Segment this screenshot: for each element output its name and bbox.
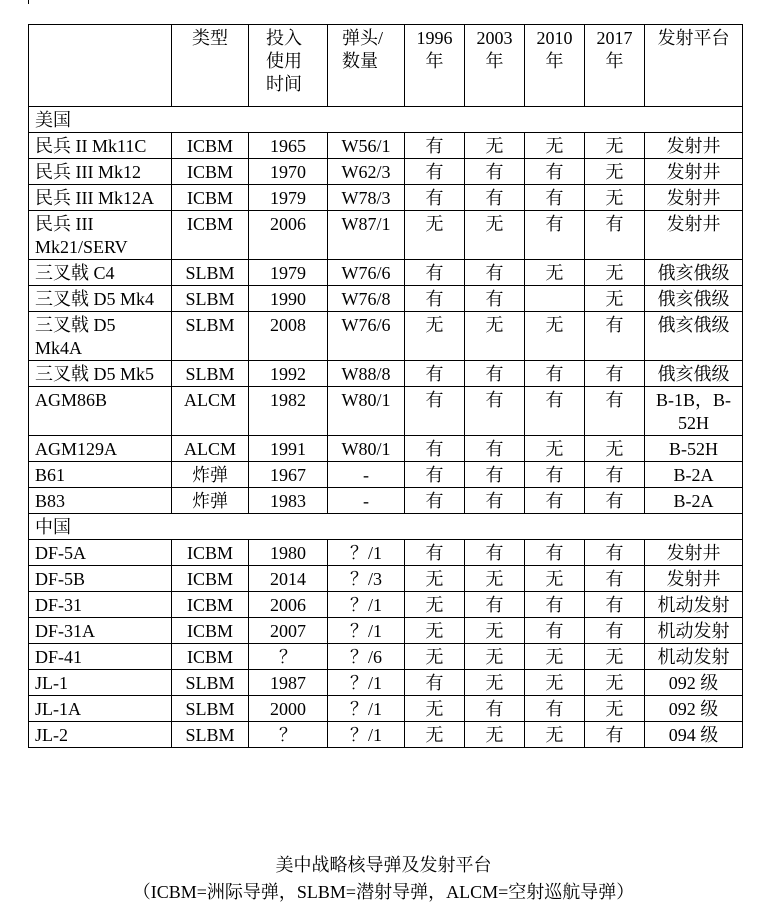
- header-cell-type: 类型: [172, 25, 249, 107]
- cell-warheads: ？/1: [328, 618, 405, 644]
- cell-year: 2006: [249, 592, 328, 618]
- cell-1996: 有: [405, 361, 465, 387]
- cell-2010: 有: [525, 488, 585, 514]
- cell-warheads: W56/1: [328, 133, 405, 159]
- cell-1996: 有: [405, 436, 465, 462]
- cell-2003: 有: [465, 286, 525, 312]
- table-row: [29, 133, 743, 159]
- cell-1996: 有: [405, 133, 465, 159]
- cell-platform: 俄亥俄级: [645, 312, 743, 361]
- cell-2010: 有: [525, 592, 585, 618]
- cell-platform: 092 级: [645, 696, 743, 722]
- section-heading: 美国: [29, 107, 743, 133]
- cell-year: 1979: [249, 260, 328, 286]
- cell-2003: 有: [465, 185, 525, 211]
- cell-platform: 俄亥俄级: [645, 286, 743, 312]
- header-cell-2017: 2017年: [585, 25, 645, 107]
- cell-name: 民兵 III Mk21/SERV: [29, 211, 172, 260]
- cell-warheads: W87/1: [328, 211, 405, 260]
- cell-warheads: ？/6: [328, 644, 405, 670]
- header-cell-warheads: 弹头/数量: [328, 25, 405, 107]
- cell-name: 三叉戟 D5 Mk4A: [29, 312, 172, 361]
- cell-warheads: W76/6: [328, 260, 405, 286]
- cell-warheads: ？/1: [328, 540, 405, 566]
- cell-name: JL-2: [29, 722, 172, 748]
- table-row: [29, 566, 743, 592]
- cell-platform: B-2A: [645, 488, 743, 514]
- cell-1996: 无: [405, 211, 465, 260]
- cell-name: DF-31: [29, 592, 172, 618]
- cell-warheads: ？/1: [328, 722, 405, 748]
- cell-1996: 无: [405, 618, 465, 644]
- cell-2017: 有: [585, 566, 645, 592]
- cell-1996: 有: [405, 286, 465, 312]
- table-row: [29, 540, 743, 566]
- cell-platform: 发射井: [645, 566, 743, 592]
- cell-2010: 有: [525, 540, 585, 566]
- cell-year: 2006: [249, 211, 328, 260]
- cell-2017: 有: [585, 540, 645, 566]
- cell-platform: 机动发射: [645, 644, 743, 670]
- cell-warheads: ？/1: [328, 696, 405, 722]
- cell-type: SLBM: [172, 286, 249, 312]
- cell-2003: 无: [465, 670, 525, 696]
- cell-2010: 有: [525, 462, 585, 488]
- table-row: [29, 592, 743, 618]
- cell-year: 1991: [249, 436, 328, 462]
- cell-warheads: W76/8: [328, 286, 405, 312]
- page-corner-mark: [28, 0, 29, 4]
- table-row: [29, 618, 743, 644]
- table-row: [29, 260, 743, 286]
- cell-type: ICBM: [172, 644, 249, 670]
- cell-2010: 无: [525, 436, 585, 462]
- cell-2010: 无: [525, 133, 585, 159]
- missile-table: [28, 24, 743, 748]
- cell-2017: 有: [585, 488, 645, 514]
- cell-platform: 机动发射: [645, 592, 743, 618]
- cell-warheads: W88/8: [328, 361, 405, 387]
- cell-2003: 有: [465, 159, 525, 185]
- cell-2017: 无: [585, 644, 645, 670]
- header-cell-1996: 1996年: [405, 25, 465, 107]
- cell-warheads: W76/6: [328, 312, 405, 361]
- cell-type: SLBM: [172, 312, 249, 361]
- cell-2010: 有: [525, 185, 585, 211]
- cell-name: DF-5B: [29, 566, 172, 592]
- cell-2010: 无: [525, 670, 585, 696]
- cell-type: SLBM: [172, 722, 249, 748]
- cell-2010: 有: [525, 618, 585, 644]
- cell-year: 2008: [249, 312, 328, 361]
- cell-platform: B-52H: [645, 436, 743, 462]
- cell-type: SLBM: [172, 361, 249, 387]
- header-row: [29, 25, 743, 107]
- table-row: [29, 159, 743, 185]
- cell-platform: 发射井: [645, 211, 743, 260]
- cell-warheads: ？/1: [328, 670, 405, 696]
- table-body: [29, 25, 743, 748]
- cell-2003: 无: [465, 644, 525, 670]
- cell-2003: 无: [465, 618, 525, 644]
- cell-2003: 有: [465, 436, 525, 462]
- cell-year: 2007: [249, 618, 328, 644]
- cell-warheads: W80/1: [328, 387, 405, 436]
- cell-name: 三叉戟 D5 Mk4: [29, 286, 172, 312]
- cell-1996: 有: [405, 260, 465, 286]
- cell-2003: 有: [465, 387, 525, 436]
- cell-2017: 有: [585, 387, 645, 436]
- cell-2003: 有: [465, 260, 525, 286]
- cell-platform: B-1B，B-52H: [645, 387, 743, 436]
- table-row: [29, 211, 743, 260]
- cell-2017: 无: [585, 286, 645, 312]
- table-row: [29, 387, 743, 436]
- cell-1996: 无: [405, 566, 465, 592]
- cell-1996: 有: [405, 488, 465, 514]
- cell-2010: 有: [525, 159, 585, 185]
- cell-2010: 有: [525, 211, 585, 260]
- section-heading: 中国: [29, 514, 743, 540]
- cell-2017: 有: [585, 361, 645, 387]
- header-cell-platform: 发射平台: [645, 25, 743, 107]
- cell-1996: 无: [405, 696, 465, 722]
- cell-name: 三叉戟 D5 Mk5: [29, 361, 172, 387]
- cell-2017: 有: [585, 618, 645, 644]
- cell-warheads: W80/1: [328, 436, 405, 462]
- cell-type: SLBM: [172, 696, 249, 722]
- cell-2017: 无: [585, 436, 645, 462]
- cell-2017: 有: [585, 722, 645, 748]
- cell-year: 2000: [249, 696, 328, 722]
- cell-2017: 有: [585, 312, 645, 361]
- cell-2010: 无: [525, 722, 585, 748]
- cell-year: ？: [249, 722, 328, 748]
- cell-type: ALCM: [172, 387, 249, 436]
- cell-2010: 无: [525, 260, 585, 286]
- cell-name: JL-1: [29, 670, 172, 696]
- cell-2010: 有: [525, 387, 585, 436]
- cell-type: ICBM: [172, 211, 249, 260]
- cell-name: AGM86B: [29, 387, 172, 436]
- table-row: [29, 436, 743, 462]
- cell-year: 1987: [249, 670, 328, 696]
- cell-2003: 无: [465, 566, 525, 592]
- cell-warheads: -: [328, 488, 405, 514]
- cell-platform: 发射井: [645, 159, 743, 185]
- cell-name: AGM129A: [29, 436, 172, 462]
- cell-2017: 无: [585, 133, 645, 159]
- cell-name: DF-5A: [29, 540, 172, 566]
- cell-year: 1983: [249, 488, 328, 514]
- cell-name: JL-1A: [29, 696, 172, 722]
- table-row: [29, 312, 743, 361]
- table-caption-note: （ICBM=洲际导弹，SLBM=潜射导弹，ALCM=空射巡航导弹）: [132, 882, 635, 902]
- header-cell-name: [29, 25, 172, 107]
- cell-name: 民兵 III Mk12: [29, 159, 172, 185]
- table-row: [29, 462, 743, 488]
- cell-2010: [525, 286, 585, 312]
- cell-type: 炸弹: [172, 488, 249, 514]
- table-row: [29, 722, 743, 748]
- cell-name: 民兵 II Mk11C: [29, 133, 172, 159]
- cell-1996: 有: [405, 462, 465, 488]
- cell-1996: 有: [405, 185, 465, 211]
- cell-type: SLBM: [172, 670, 249, 696]
- cell-2010: 有: [525, 696, 585, 722]
- table-row: [29, 644, 743, 670]
- cell-2003: 有: [465, 361, 525, 387]
- cell-type: SLBM: [172, 260, 249, 286]
- table-row: [29, 185, 743, 211]
- cell-platform: 发射井: [645, 185, 743, 211]
- cell-platform: 俄亥俄级: [645, 361, 743, 387]
- cell-2017: 无: [585, 159, 645, 185]
- cell-platform: 发射井: [645, 133, 743, 159]
- cell-name: 三叉戟 C4: [29, 260, 172, 286]
- cell-warheads: W78/3: [328, 185, 405, 211]
- cell-2003: 无: [465, 722, 525, 748]
- header-cell-2003: 2003年: [465, 25, 525, 107]
- cell-warheads: W62/3: [328, 159, 405, 185]
- cell-warheads: -: [328, 462, 405, 488]
- cell-name: 民兵 III Mk12A: [29, 185, 172, 211]
- cell-1996: 有: [405, 159, 465, 185]
- cell-name: DF-31A: [29, 618, 172, 644]
- table-row: [29, 361, 743, 387]
- cell-2017: 有: [585, 592, 645, 618]
- cell-year: 1979: [249, 185, 328, 211]
- cell-year: 1967: [249, 462, 328, 488]
- cell-type: ICBM: [172, 540, 249, 566]
- cell-2017: 有: [585, 211, 645, 260]
- cell-2003: 有: [465, 696, 525, 722]
- cell-type: ICBM: [172, 159, 249, 185]
- cell-1996: 无: [405, 644, 465, 670]
- cell-year: 1965: [249, 133, 328, 159]
- header-cell-year-in-service: 投入使用时间: [249, 25, 328, 107]
- cell-type: ICBM: [172, 185, 249, 211]
- cell-2017: 有: [585, 462, 645, 488]
- cell-2003: 有: [465, 540, 525, 566]
- cell-name: B83: [29, 488, 172, 514]
- cell-platform: 机动发射: [645, 618, 743, 644]
- cell-type: ICBM: [172, 133, 249, 159]
- cell-1996: 无: [405, 592, 465, 618]
- cell-2003: 有: [465, 488, 525, 514]
- cell-2003: 无: [465, 312, 525, 361]
- cell-name: DF-41: [29, 644, 172, 670]
- cell-type: ICBM: [172, 618, 249, 644]
- cell-year: ？: [249, 644, 328, 670]
- cell-1996: 有: [405, 387, 465, 436]
- cell-2017: 无: [585, 696, 645, 722]
- section-row: [29, 107, 743, 133]
- cell-1996: 无: [405, 722, 465, 748]
- cell-platform: B-2A: [645, 462, 743, 488]
- cell-1996: 有: [405, 670, 465, 696]
- cell-platform: 俄亥俄级: [645, 260, 743, 286]
- cell-warheads: ？/1: [328, 592, 405, 618]
- cell-warheads: ？/3: [328, 566, 405, 592]
- cell-name: B61: [29, 462, 172, 488]
- cell-2017: 无: [585, 670, 645, 696]
- cell-year: 2014: [249, 566, 328, 592]
- cell-2003: 有: [465, 592, 525, 618]
- table-caption-title: 美中战略核导弹及发射平台: [275, 855, 492, 875]
- cell-platform: 092 级: [645, 670, 743, 696]
- cell-year: 1980: [249, 540, 328, 566]
- cell-1996: 无: [405, 312, 465, 361]
- cell-year: 1990: [249, 286, 328, 312]
- cell-type: ICBM: [172, 592, 249, 618]
- header-cell-2010: 2010年: [525, 25, 585, 107]
- section-row: [29, 514, 743, 540]
- cell-year: 1970: [249, 159, 328, 185]
- table-row: [29, 696, 743, 722]
- cell-2010: 无: [525, 566, 585, 592]
- table-row: [29, 670, 743, 696]
- cell-2003: 有: [465, 462, 525, 488]
- cell-2010: 无: [525, 644, 585, 670]
- cell-year: 1982: [249, 387, 328, 436]
- cell-2017: 无: [585, 185, 645, 211]
- cell-1996: 有: [405, 540, 465, 566]
- cell-platform: 发射井: [645, 540, 743, 566]
- cell-2003: 无: [465, 211, 525, 260]
- cell-year: 1992: [249, 361, 328, 387]
- cell-2010: 无: [525, 312, 585, 361]
- table-row: [29, 286, 743, 312]
- cell-2010: 有: [525, 361, 585, 387]
- cell-platform: 094 级: [645, 722, 743, 748]
- cell-2017: 无: [585, 260, 645, 286]
- cell-2003: 无: [465, 133, 525, 159]
- table-row: [29, 488, 743, 514]
- cell-type: 炸弹: [172, 462, 249, 488]
- cell-type: ICBM: [172, 566, 249, 592]
- cell-type: ALCM: [172, 436, 249, 462]
